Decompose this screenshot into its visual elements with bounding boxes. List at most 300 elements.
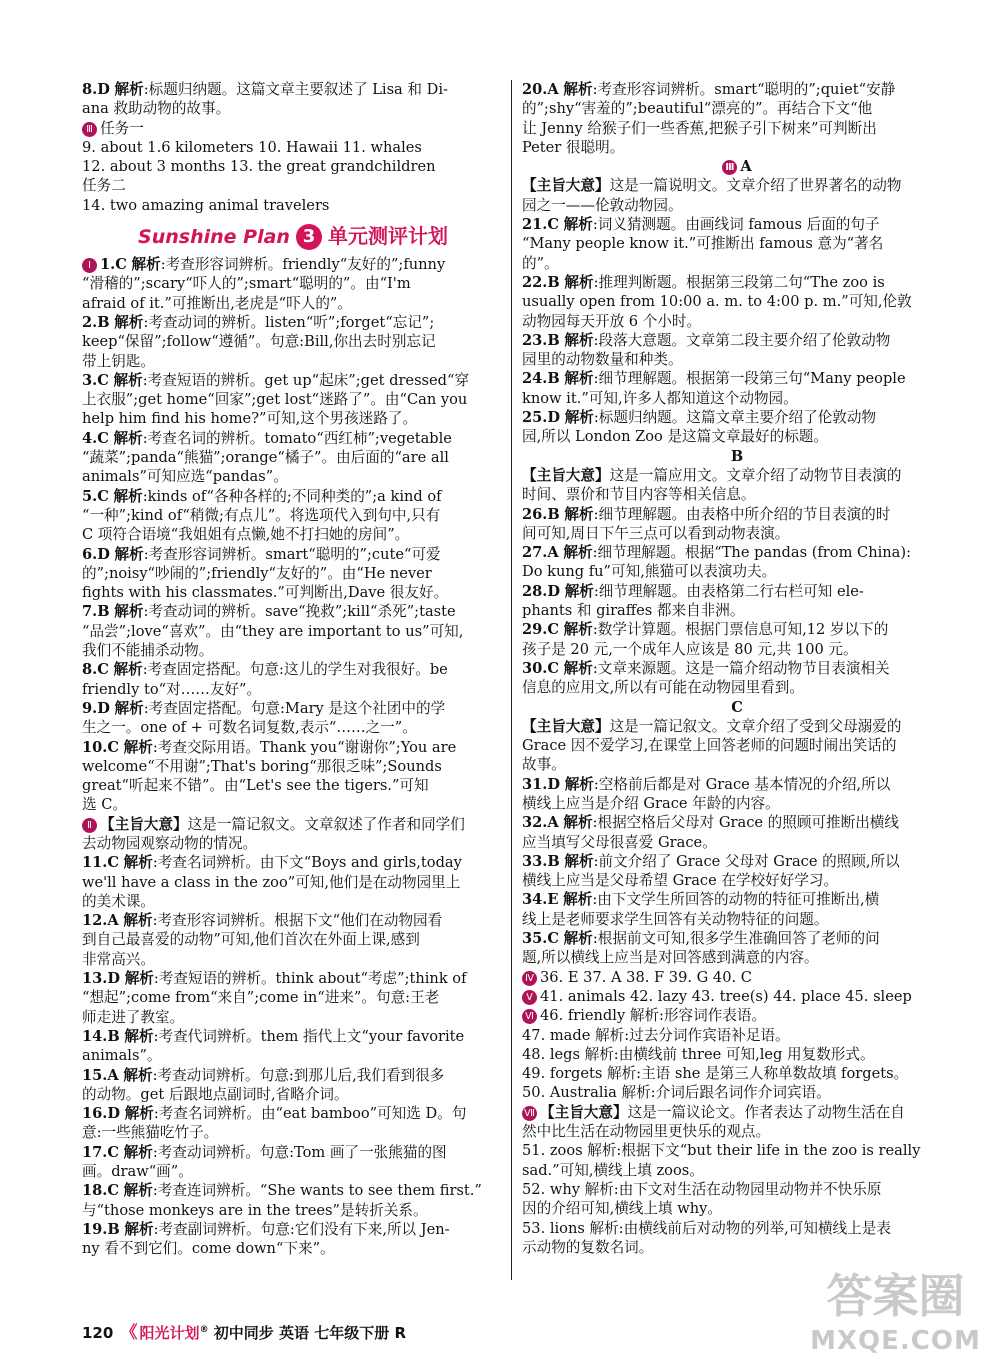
- trademark-mark: ®: [199, 1325, 209, 1335]
- line-text: 41. animals 42. lazy 43. tree(s) 44. place 45. sleep: [540, 987, 912, 1005]
- line-text: 故事。: [522, 756, 566, 774]
- answer-line: [522, 447, 952, 466]
- section-badge: Ⅲ: [82, 122, 97, 137]
- question-number: 24.: [522, 370, 548, 388]
- label-tag: 解析: [564, 582, 594, 600]
- label-tag: 【主旨大意】: [522, 177, 610, 195]
- question-number: 19.: [82, 1220, 108, 1238]
- line-text: 53. lions 解析:由横线前后对动物的列举,可知横线上是表: [522, 1219, 891, 1237]
- answer-line: [522, 1122, 952, 1141]
- answer-letter: C: [97, 371, 109, 389]
- line-text: keep“保留”;follow“遵循”。句意:Bill,你出去时别忘记: [82, 333, 436, 351]
- answer-line: [522, 620, 952, 639]
- line-text: 这是一篇议论文。作者表达了动物生活在自: [627, 1103, 905, 1121]
- label-tag: 解析: [563, 930, 593, 948]
- label-tag: 解析: [564, 775, 594, 793]
- label-tag: 解析: [563, 891, 593, 909]
- line-text: :考查名词的辨析。tomato“西红柿”;vegetable: [142, 429, 452, 447]
- line-text: 48. legs 解析:由横线前 three 可知,leg 用复数形式。: [522, 1045, 875, 1063]
- answer-letter: C: [107, 738, 120, 756]
- answer-line: [522, 910, 952, 929]
- label-tag: 解析: [114, 81, 144, 98]
- answer-letter: C: [97, 661, 109, 679]
- label-tag: 解析: [564, 273, 594, 291]
- answer-line: [82, 795, 504, 814]
- answer-line: [82, 313, 504, 332]
- answer-line: [82, 1239, 504, 1258]
- answer-letter: D: [547, 409, 561, 427]
- answer-letter: A: [107, 912, 119, 930]
- answer-line: [522, 968, 952, 987]
- line-text: 这是一篇应用文。文章介绍了动物节目表演的: [609, 466, 902, 484]
- answer-line: [522, 1161, 952, 1180]
- line-text: 的”;shy“害羞的”;beautiful“漂亮的”。再结合下文“他: [522, 100, 873, 118]
- answer-line: [82, 641, 504, 660]
- label-tag: 解析: [563, 81, 593, 98]
- answer-line: [82, 738, 504, 757]
- answer-line: [522, 929, 952, 948]
- label-tag: 解析: [114, 603, 144, 621]
- line-text: help him find his home?”可知,这个男孩迷路了。: [82, 410, 418, 428]
- label-tag: 【主旨大意】: [100, 815, 188, 833]
- line-text: 的美术课。: [82, 892, 155, 910]
- line-text: fights with his classmates.”可判断出,Dave 很友好。: [82, 584, 449, 602]
- label-tag: 解析: [114, 545, 144, 563]
- label-tag: 解析: [123, 1182, 153, 1200]
- answer-line: [522, 1026, 952, 1045]
- section-badge: Ⅱ: [82, 818, 97, 833]
- answer-line: [82, 776, 504, 795]
- line-text: 49. forgets 解析:主语 she 是第三人称单数故填 forgets。: [522, 1065, 909, 1083]
- answer-letter: D: [107, 1105, 121, 1123]
- answer-line: [522, 1083, 952, 1102]
- answer-line: [82, 1220, 504, 1239]
- answer-line: [522, 389, 952, 408]
- answer-letter: C: [107, 854, 120, 872]
- line-text: :考查名词辨析。由下文“Boys and girls,today: [152, 854, 462, 872]
- answer-letter: C: [115, 256, 127, 274]
- answer-line: [82, 660, 504, 679]
- line-text: :细节理解题。由表格中所介绍的节目表演的时: [593, 505, 891, 523]
- answer-letter: D: [107, 970, 121, 988]
- label-tag: 解析: [564, 331, 594, 349]
- section-badge: Ⅰ: [82, 258, 97, 273]
- answer-letter: C: [547, 930, 560, 948]
- chevron-icon: 《: [120, 1323, 138, 1343]
- question-number: 6.: [82, 545, 98, 563]
- answer-line: [82, 1162, 504, 1181]
- line-text: 让 Jenny 给猴子们一些香蕉,把猴子引下树来”可判断出: [522, 119, 877, 137]
- label-tag: 解析: [113, 429, 143, 447]
- line-text: :标题归纳题。这篇文章主要介绍了伦敦动物: [593, 409, 877, 427]
- answer-line: [82, 873, 504, 892]
- answer-line: [82, 699, 504, 718]
- question-number: 27.: [522, 544, 548, 562]
- line-text: 选 C。: [82, 796, 127, 814]
- line-text: :考查名词辨析。由“eat bamboo”可知选 D。句: [153, 1105, 467, 1123]
- line-text: 线上是老师要求学生回答有关动物特征的问题。: [522, 910, 829, 928]
- question-number: 8.: [82, 81, 98, 98]
- line-text: Grace 因不爱学习,在课堂上回答老师的问题时闹出笑话的: [522, 737, 897, 755]
- label-tag: 解析: [114, 699, 144, 717]
- right-column: [522, 80, 952, 1257]
- line-text: Do kung fu”可知,熊猫可以表演功夫。: [522, 563, 777, 581]
- line-text: welcome“不用谢”;That's boring“那很乏味”;Sounds: [82, 757, 442, 775]
- line-text: :空格前后都是对 Grace 基本情况的介绍,所以: [593, 775, 891, 793]
- plan-title-chinese: 单元测评计划: [327, 224, 448, 249]
- section-badge: Ⅵ: [522, 1009, 537, 1024]
- plan-number-badge: 3: [296, 224, 322, 250]
- answer-line: [522, 852, 952, 871]
- line-text: Peter 很聪明。: [522, 138, 625, 156]
- line-text: animals”可知应选“pandas”。: [82, 468, 288, 486]
- line-text: 园,所以 London Zoo 是这篇文章最好的标题。: [522, 428, 828, 446]
- answer-letter: B: [547, 273, 560, 291]
- line-text: :考查动词辨析。句意:到那儿后,我们看到很多: [152, 1066, 445, 1084]
- answer-line: [82, 602, 504, 621]
- line-text: friendly to“对……友好”。: [82, 680, 262, 698]
- answer-line: [82, 1104, 504, 1123]
- line-text: we'll have a class in the zoo”可知,他们是在动物园里上: [82, 873, 461, 891]
- answer-line: [82, 487, 504, 506]
- line-text: 横线上应当是父母希望 Grace 在学校好好学习。: [522, 872, 839, 890]
- answer-line: [82, 1066, 504, 1085]
- line-text: 因的介绍可知,横线上填 why。: [522, 1200, 722, 1218]
- answer-line: [522, 505, 952, 524]
- label-tag: 解析: [124, 970, 154, 988]
- answer-letter: B: [547, 331, 560, 349]
- label-tag: 解析: [563, 621, 593, 639]
- line-text: :考查动词的辨析。listen“听”;forget“忘记”;: [143, 313, 435, 331]
- answer-line: [82, 1027, 504, 1046]
- answer-letter: D: [97, 81, 110, 98]
- line-text: C 项符合语境“我姐姐有点懒,她不打扫她的房间”。: [82, 526, 410, 544]
- line-text: :kinds of“各种各样的;不同种类的”;a kind of: [142, 487, 442, 505]
- answer-line: [82, 545, 504, 564]
- label-tag: 解析: [123, 738, 153, 756]
- page-number: 120: [82, 1324, 114, 1342]
- book-subtitle: 初中同步 英语 七年级下册 R: [213, 1324, 407, 1342]
- line-text: 这是一篇记叙文。文章介绍了受到父母溺爱的: [609, 717, 902, 735]
- line-text: :细节理解题。由表格第二行右栏可知 ele-: [593, 582, 864, 600]
- line-text: 动物园每天开放 6 个小时。: [522, 312, 702, 330]
- line-text: ny 看不到它们。come down“下来”。: [82, 1240, 335, 1258]
- answer-line: [82, 506, 504, 525]
- answer-line: [82, 448, 504, 467]
- answer-letter: B: [547, 370, 560, 388]
- label-tag: 解析: [113, 487, 143, 505]
- answer-line: [82, 583, 504, 602]
- label-tag: 解析: [123, 1143, 153, 1161]
- answer-line: [82, 429, 504, 448]
- line-text: :考查短语的辨析。get up“起床”;get dressed“穿: [142, 371, 470, 389]
- label-tag: 解析: [564, 852, 594, 870]
- line-text: 14. two amazing animal travelers: [82, 196, 330, 214]
- answer-line: [82, 853, 504, 872]
- answer-line: [522, 427, 952, 446]
- line-text: 50. Australia 解析:介词后跟名词作介词宾语。: [522, 1084, 831, 1102]
- line-text: 间可知,周日下午三点可以看到动物表演。: [522, 524, 790, 542]
- answer-line: [522, 369, 952, 388]
- question-number: 18.: [82, 1182, 108, 1200]
- question-number: 30.: [522, 659, 548, 677]
- section-badge: Ⅲ: [722, 160, 737, 175]
- answer-line: [522, 157, 952, 176]
- question-number: 28.: [522, 582, 548, 600]
- line-text: 然中比生活在动物园里更快乐的观点。: [522, 1123, 771, 1141]
- line-text: 意:一些熊猫吃竹子。: [82, 1124, 219, 1142]
- line-text: :细节理解题。根据“The pandas (from China):: [592, 544, 911, 562]
- answer-line: [522, 562, 952, 581]
- label-tag: 【主旨大意】: [522, 717, 610, 735]
- line-text: :由下文学生所回答的动物的特征可推断出,横: [592, 891, 880, 909]
- answer-line: [82, 274, 504, 293]
- label-tag: 解析: [113, 371, 143, 389]
- answer-line: [82, 1123, 504, 1142]
- answer-line: [522, 80, 952, 99]
- line-text: :推理判断题。根据第三段第二句“The zoo is: [593, 273, 885, 291]
- label-tag: 【主旨大意】: [540, 1103, 628, 1121]
- answer-line: [522, 987, 952, 1006]
- answer-line: [522, 871, 952, 890]
- line-text: :细节理解题。根据第一段第三句“Many people: [593, 370, 906, 388]
- answer-letter: B: [97, 313, 110, 331]
- answer-line: [522, 1103, 952, 1122]
- section-badge: Ⅳ: [522, 971, 537, 986]
- line-text: 51. zoos 解析:根据下文“but their life in the zoo is really: [522, 1142, 921, 1160]
- answer-line: [82, 176, 504, 195]
- passage-label: B: [730, 447, 744, 465]
- watermark-chinese: 答案圈: [826, 1269, 965, 1323]
- label-tag: 解析: [563, 216, 593, 234]
- answer-line: [522, 466, 952, 485]
- answer-line: [522, 524, 952, 543]
- answer-line: [522, 833, 952, 852]
- answer-letter: B: [547, 852, 560, 870]
- question-number: 35.: [522, 930, 548, 948]
- answer-line: [82, 409, 504, 428]
- question-number: 4.: [82, 429, 98, 447]
- answer-line: [82, 332, 504, 351]
- line-text: :文章来源题。这是一篇介绍动物节目表演相关: [592, 659, 890, 677]
- answer-line: [82, 834, 504, 853]
- answer-line: [522, 1199, 952, 1218]
- answer-line: [522, 601, 952, 620]
- line-text: :考查副词辨析。句意:它们没有下来,所以 Jen-: [153, 1220, 450, 1238]
- answer-line: [522, 890, 952, 909]
- question-number: 12.: [82, 912, 108, 930]
- line-text: “想起”;come from“来自”;come in“进来”。句意:王老: [82, 989, 440, 1007]
- line-text: 园之一——伦敦动物园。: [522, 196, 683, 214]
- line-text: 的动物。get 后跟地点副词时,省略介词。: [82, 1085, 349, 1103]
- line-text: :考查短语的辨析。think about“考虑”;think of: [153, 970, 467, 988]
- plan-title-english: Sunshine Plan: [138, 226, 290, 249]
- answer-line: [82, 757, 504, 776]
- answer-letter: B: [107, 1027, 120, 1045]
- line-text: ana 救助动物的故事。: [82, 100, 231, 118]
- watermark-url: MXQE.COM: [810, 1326, 981, 1356]
- line-text: :考查形容词辨析。根据下文“他们在动物园看: [152, 912, 443, 930]
- label-tag: 解析: [564, 505, 594, 523]
- line-text: :标题归纳题。这篇文章主要叙述了 Lisa 和 Di-: [143, 81, 448, 98]
- answer-line: [82, 294, 504, 313]
- passage-label: C: [731, 698, 743, 716]
- answer-line: [522, 813, 952, 832]
- left-column: [82, 80, 504, 1259]
- answer-letter: A: [547, 81, 559, 98]
- line-text: know it.”可知,许多人都知道这个动物园。: [522, 389, 798, 407]
- question-number: 14.: [82, 1027, 108, 1045]
- answer-line: [82, 80, 504, 99]
- line-text: “Many people know it.”可推断出 famous 意为“著名: [522, 235, 884, 253]
- answer-letter: C: [547, 659, 560, 677]
- line-text: :根据前文可知,很多学生准确回答了老师的问: [592, 930, 880, 948]
- label-tag: 解析: [131, 256, 161, 274]
- answer-line: [82, 622, 504, 641]
- column-divider: [511, 80, 512, 1280]
- answer-line: [522, 485, 952, 504]
- line-text: 画。draw“画”。: [82, 1163, 193, 1181]
- answer-letter: D: [97, 699, 110, 717]
- answer-letter: B: [547, 505, 560, 523]
- line-text: 我们不能捕杀动物。: [82, 642, 214, 660]
- line-text: 任务一: [100, 119, 144, 137]
- answer-line: [82, 352, 504, 371]
- label-tag: 解析: [123, 854, 153, 872]
- line-text: :段落大意题。文章第二段主要介绍了伦敦动物: [593, 331, 891, 349]
- line-text: :前文介绍了 Grace 父母对 Grace 的照顾,所以: [593, 852, 900, 870]
- answer-line: [522, 254, 952, 273]
- line-text: 到自己最喜爱的动物”可知,他们首次在外面上课,感到: [82, 931, 420, 949]
- answer-line: [522, 698, 952, 717]
- line-text: animals”。: [82, 1047, 162, 1065]
- line-text: 9. about 1.6 kilometers 10. Hawaii 11. whales: [82, 138, 422, 156]
- answer-line: [522, 794, 952, 813]
- label-tag: 解析: [113, 661, 143, 679]
- line-text: :词义猜测题。由画线词 famous 后面的句子: [592, 216, 880, 234]
- line-text: afraid of it.”可推断出,老虎是“吓人的”。: [82, 294, 352, 312]
- answer-line: [82, 1143, 504, 1162]
- answer-line: [522, 640, 952, 659]
- answer-line: [82, 467, 504, 486]
- answer-letter: A: [107, 1066, 119, 1084]
- line-text: 横线上应当是介绍 Grace 年龄的内容。: [522, 794, 780, 812]
- answer-line: [82, 1201, 504, 1220]
- answer-line: [522, 138, 952, 157]
- label-tag: 解析: [563, 659, 593, 677]
- line-text: 示动物的复数名词。: [522, 1238, 654, 1256]
- answer-line: [82, 525, 504, 544]
- question-number: 2.: [82, 313, 98, 331]
- answer-letter: B: [107, 1220, 120, 1238]
- line-text: :考查代词辨析。them 指代上文“your favorite: [153, 1027, 465, 1045]
- line-text: :考查动词辨析。句意:Tom 画了一张熊猫的图: [152, 1143, 447, 1161]
- watermark-logo: [808, 1268, 983, 1364]
- line-text: 46. friendly 解析:形容词作表语。: [540, 1007, 767, 1025]
- answer-line: [82, 157, 504, 176]
- label-tag: 解析: [124, 1027, 154, 1045]
- answer-letter: B: [97, 603, 110, 621]
- question-number: 10.: [82, 738, 108, 756]
- line-text: :考查交际用语。Thank you“谢谢你”;You are: [152, 738, 457, 756]
- question-number: 22.: [522, 273, 548, 291]
- answer-line: [82, 680, 504, 699]
- line-text: :数学计算题。根据门票信息可知,12 岁以下的: [592, 621, 889, 639]
- label-tag: 解析: [124, 1105, 154, 1123]
- answer-line: [82, 950, 504, 969]
- answer-line: [522, 292, 952, 311]
- answer-line: [522, 331, 952, 350]
- answer-line: [522, 234, 952, 253]
- line-text: 12. about 3 months 13. the great grandchildren: [82, 158, 436, 176]
- answer-line: [522, 1006, 952, 1025]
- answer-letter: C: [107, 1182, 120, 1200]
- answer-letter: C: [97, 429, 109, 447]
- left-top-block: [82, 80, 504, 215]
- answer-line: [522, 312, 952, 331]
- line-text: 孩子是 20 元,一个成年人应该是 80 元,共 100 元。: [522, 640, 858, 658]
- brand-name: 阳光计划: [139, 1324, 200, 1342]
- line-text: 47. made 解析:过去分词作宾语补足语。: [522, 1026, 790, 1044]
- line-text: sad.”可知,横线上填 zoos。: [522, 1161, 704, 1179]
- line-text: 与“those monkeys are in the trees”是转折关系。: [82, 1201, 428, 1219]
- answer-line: [82, 1046, 504, 1065]
- answer-line: [522, 1219, 952, 1238]
- line-text: 生之一。one of + 可数名词复数,表示“……之一”。: [82, 719, 417, 737]
- answer-line: [522, 1141, 952, 1160]
- line-text: :考查形容词辨析。friendly“友好的”;funny: [160, 256, 446, 274]
- answer-line: [522, 775, 952, 794]
- page-footer: [82, 1318, 406, 1342]
- answer-line: [522, 1064, 952, 1083]
- question-number: 3.: [82, 371, 98, 389]
- answer-letter: E: [547, 891, 559, 909]
- answer-line: [522, 582, 952, 601]
- section-badge: Ⅶ: [522, 1106, 537, 1121]
- answer-letter: C: [547, 216, 560, 234]
- line-text: 这是一篇说明文。文章介绍了世界著名的动物: [609, 177, 902, 195]
- answer-line: [522, 543, 952, 562]
- line-text: 时间、票价和节目内容等相关信息。: [522, 486, 756, 504]
- answer-line: [82, 911, 504, 930]
- answer-line: [82, 969, 504, 988]
- label-tag: 解析: [563, 544, 593, 562]
- question-number: 16.: [82, 1105, 108, 1123]
- line-text: “蔬菜”;panda“熊猫”;orange“橘子”。由后面的“are all: [82, 449, 449, 467]
- answer-line: [522, 717, 952, 736]
- question-number: 13.: [82, 970, 108, 988]
- label-tag: 解析: [564, 370, 594, 388]
- answer-line: [82, 138, 504, 157]
- question-number: 25.: [522, 409, 548, 427]
- answer-line: [522, 273, 952, 292]
- answer-line: [522, 1238, 952, 1257]
- line-text: 的”。: [522, 254, 559, 272]
- answer-line: [522, 1180, 952, 1199]
- question-number: 15.: [82, 1066, 108, 1084]
- answer-line: [82, 1008, 504, 1027]
- line-text: “滑稽的”;scary“吓人的”;smart“聪明的”。由“I'm: [82, 275, 411, 293]
- answer-line: [82, 196, 504, 215]
- question-number: 23.: [522, 331, 548, 349]
- answer-line: [522, 350, 952, 369]
- question-number: 17.: [82, 1143, 108, 1161]
- line-text: 师走进了教室。: [82, 1008, 185, 1026]
- line-text: :考查形容词辨析。smart“聪明的”;cute“可爱: [143, 545, 441, 563]
- answer-letter: C: [97, 487, 109, 505]
- answer-line: [522, 1045, 952, 1064]
- answer-line: [82, 815, 504, 834]
